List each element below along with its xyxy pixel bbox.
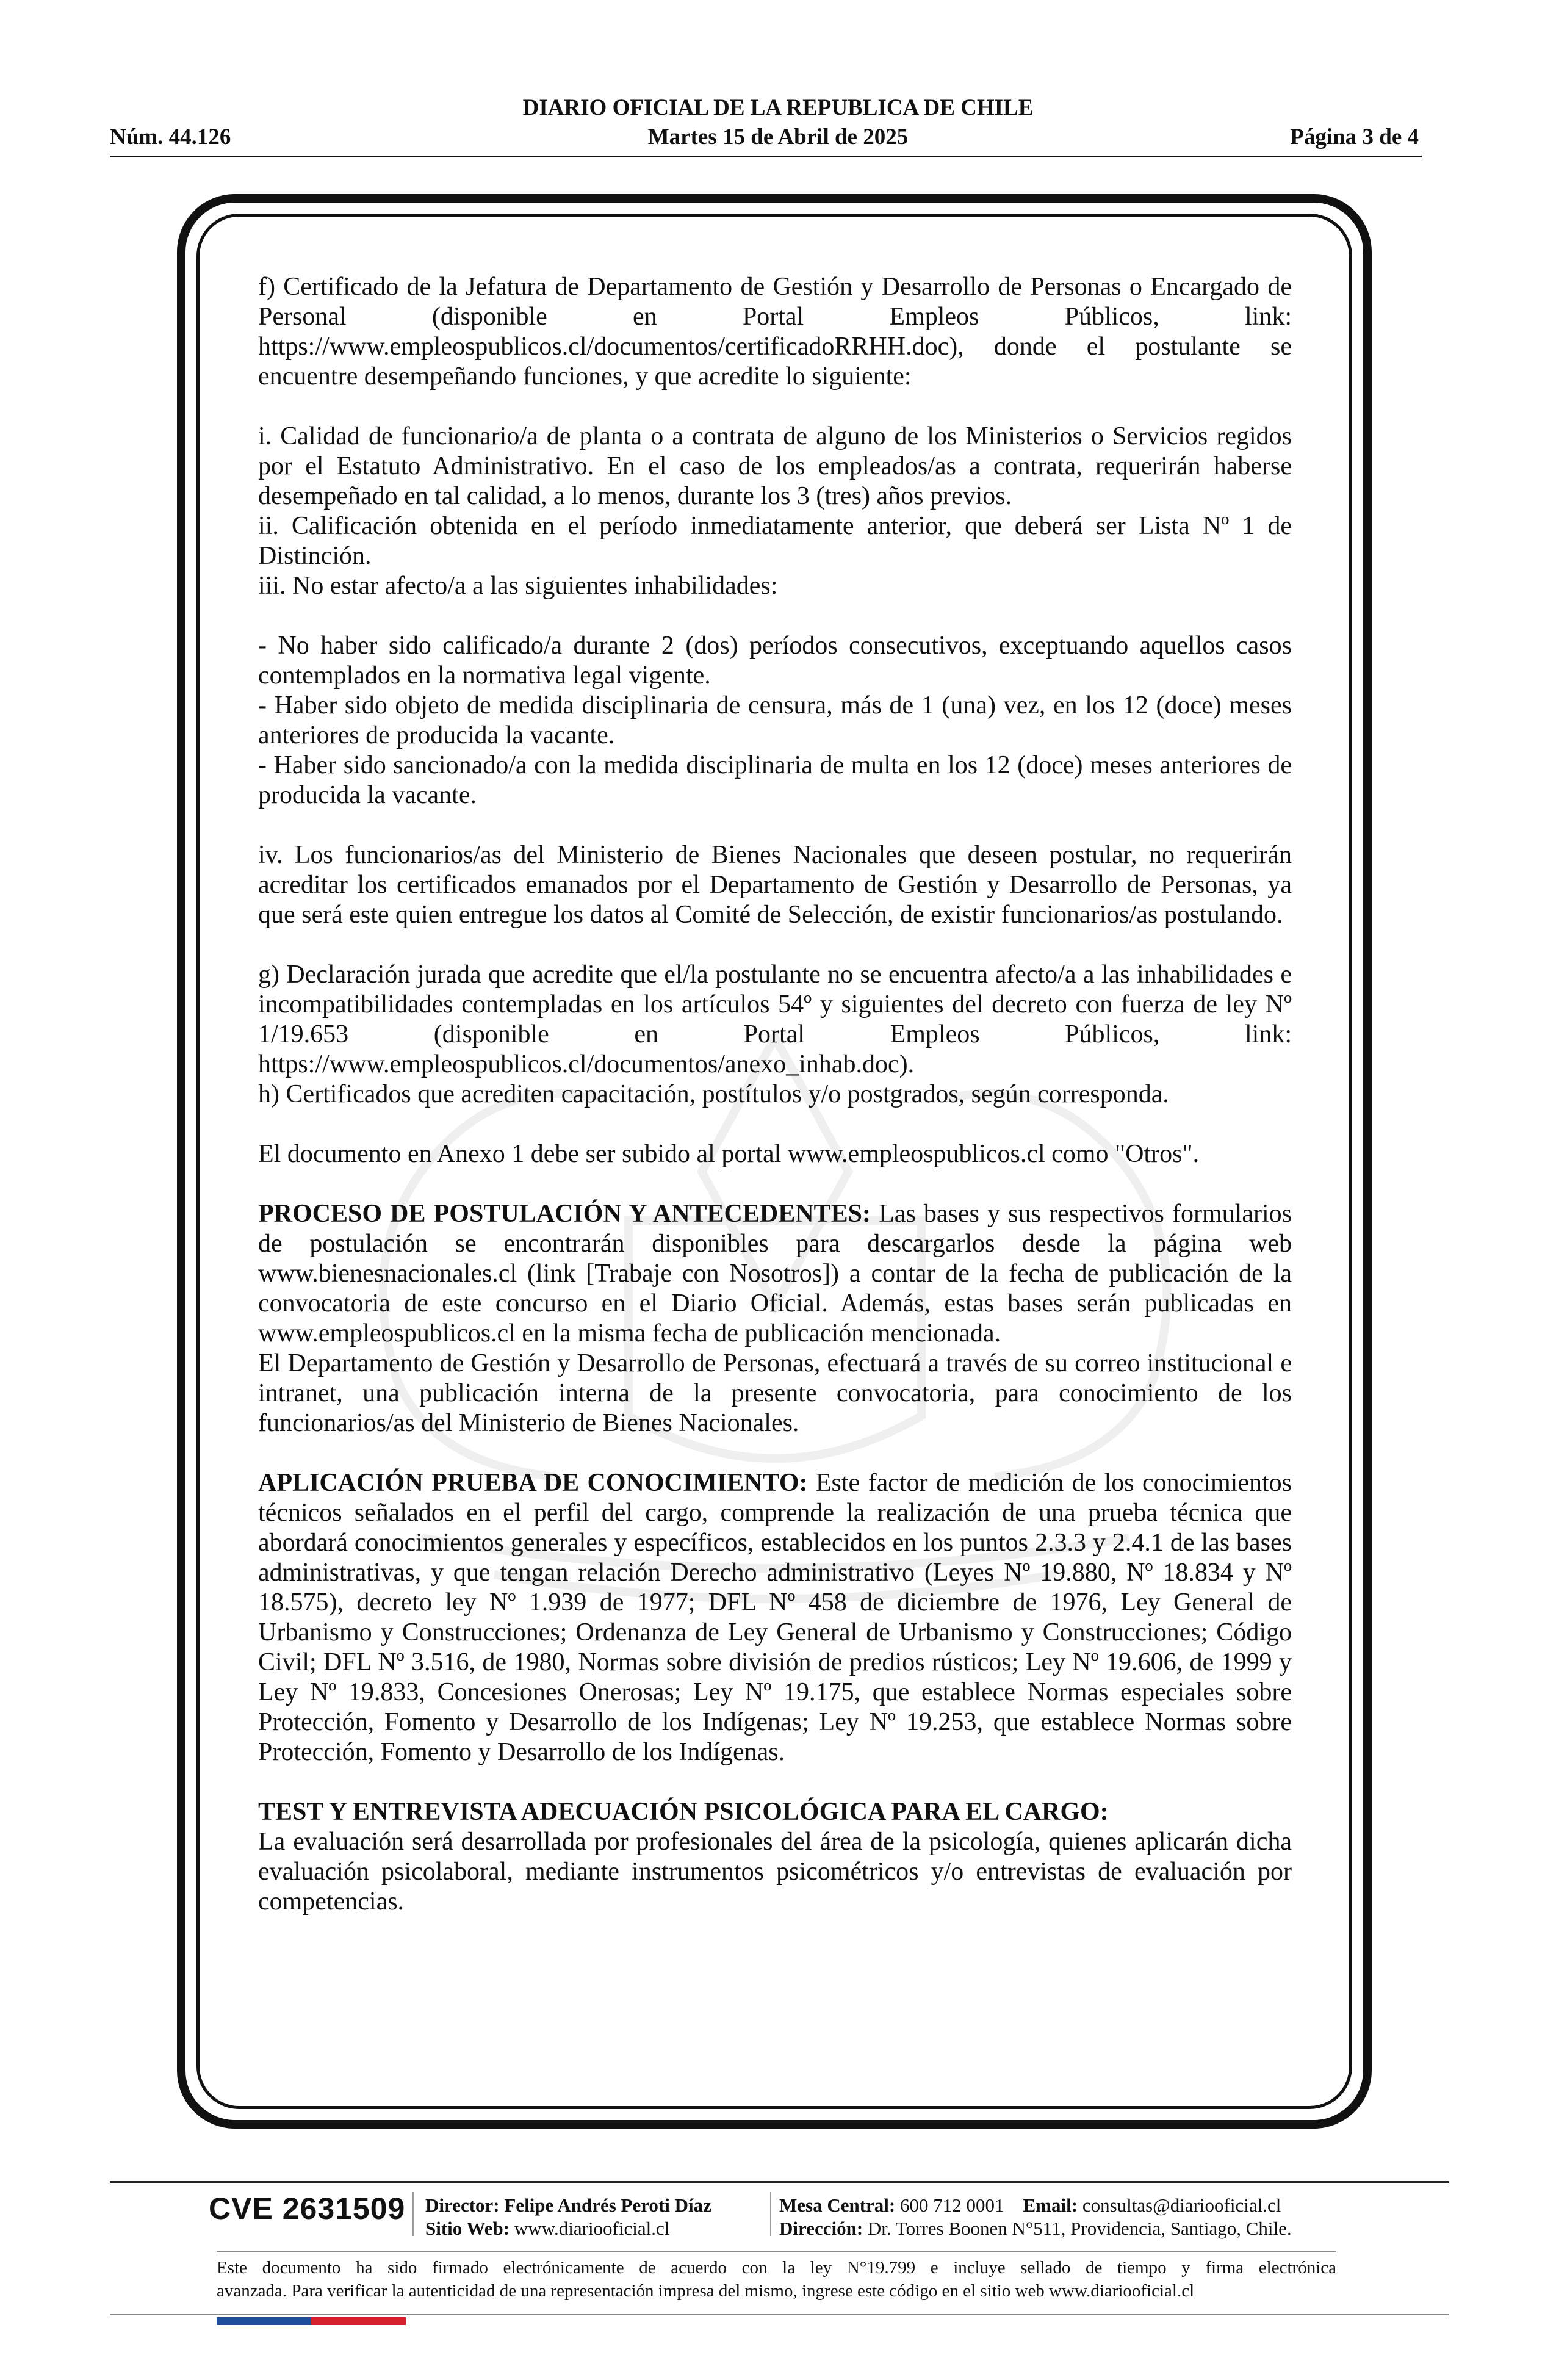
issue-number: Núm. 44.126 — [110, 124, 231, 150]
flag-stripe-red — [311, 2317, 406, 2325]
anexo-note: El documento en Anexo 1 debe ser subido al portal www.empleospublicos.cl como "Otros". — [258, 1140, 1200, 1168]
footer-divider — [110, 2314, 1449, 2315]
legal-line-1: Este documento ha sido firmado electrónicamente de acuerdo con la ley N°19.799 e incluye sellado de tiempo y firma electrónica — [217, 2258, 1336, 2277]
prueba-section — [258, 1468, 1292, 1767]
cve-code: CVE 2631509 — [209, 2191, 406, 2226]
issue-date: Martes 15 de Abril de 2025 — [647, 124, 909, 150]
legal-notice — [217, 2256, 1336, 2302]
header-divider — [110, 156, 1422, 157]
test-heading: TEST Y ENTREVISTA ADECUACIÓN PSICOLÓGICA PARA EL CARGO: — [258, 1798, 1109, 1826]
footer-divider — [110, 2181, 1449, 2183]
proceso-text-2: El Departamento de Gestión y Desarrollo de Personas, efectuará a través de su correo institucional e intranet, una publicación interna de la presente convocatoria, para conocimiento de los funcionarios/as del Ministerio de Bienes Nacionales. — [258, 1349, 1292, 1437]
prueba-heading: APLICACIÓN PRUEBA DE CONOCIMIENTO: — [258, 1469, 808, 1497]
web-link[interactable]: www.diariooficial.cl — [514, 2218, 670, 2239]
proceso-text: Las bases y sus respectivos formularios de postulación se encontrarán disponibles para descargarlos desde la página web www.bienesnacionales.cl (link [Trabaje con Nosotros]) a contar de la fecha de publicación de la convocatoria de este concurso en el Diario Oficial. Además, estas bases serán publicadas en www.empleospublicos.cl en la misma fecha de publicación mencionada. — [258, 1200, 1292, 1347]
direccion-label: Dirección: — [779, 2218, 863, 2239]
footer-contact-right — [779, 2194, 1292, 2240]
test-text: La evaluación será desarrollada por profesionales del área de la psicología, quienes aplicarán dicha evaluación psicolaboral, mediante instrumentos psicométricos y/o entrevistas de evaluación por competencias. — [258, 1828, 1292, 1916]
disqualification-1: - No haber sido calificado/a durante 2 (dos) períodos consecutivos, exceptuando aquellos casos contemplados en la normativa legal vigente. — [258, 632, 1292, 690]
footer-contact-left — [425, 2194, 711, 2240]
proceso-heading: PROCESO DE POSTULACIÓN Y ANTECEDENTES: — [258, 1200, 871, 1228]
item-iii: iii. No estar afecto/a a las siguientes inhabilidades: — [258, 572, 778, 600]
legal-line-2: avanzada. Para verificar la autenticidad de una representación impresa del mismo, ingrese este código en el sitio web www.diariooficial.cl — [217, 2281, 1195, 2301]
disqualification-3: - Haber sido sancionado/a con la medida disciplinaria de multa en los 12 (doce) meses anteriores de producida la vacante. — [258, 751, 1292, 809]
director-label: Director: — [425, 2194, 500, 2216]
flag-stripe-blue — [217, 2317, 311, 2325]
item-f: f) Certificado de la Jefatura de Departamento de Gestión y Desarrollo de Personas o Encargado de Personal (disponible en Portal Empleos Públicos, link: https://www.empleospublicos.cl/documentos/certificadoRRHH.doc), donde el postulante se encuentre desempeñando funciones, y que acredite lo siguiente: — [258, 273, 1292, 391]
mesa-value: 600 712 0001 — [900, 2194, 1004, 2216]
email-link[interactable]: consultas@diariooficial.cl — [1082, 2194, 1281, 2216]
director-name: Felipe Andrés Peroti Díaz — [504, 2194, 711, 2216]
footer-separator — [770, 2192, 771, 2236]
item-h: h) Certificados que acrediten capacitación, postítulos y/o postgrados, según corresponda. — [258, 1080, 1169, 1108]
mesa-label: Mesa Central: — [779, 2194, 896, 2216]
email-label: Email: — [1023, 2194, 1078, 2216]
item-iv: iv. Los funcionarios/as del Ministerio de Bienes Nacionales que deseen postular, no requerirán acreditar los certificados emanados por el Departamento de Gestión y Desarrollo de Personas, ya que será este quien entregue los datos al Comité de Selección, de existir funcionarios/as postulando. — [258, 841, 1292, 929]
web-label: Sitio Web: — [425, 2218, 510, 2239]
page-indicator: Página 3 de 4 — [1290, 124, 1419, 150]
footer-separator — [412, 2192, 414, 2236]
direccion-value: Dr. Torres Boonen N°511, Providencia, Santiago, Chile. — [867, 2218, 1292, 2239]
footer-divider — [217, 2251, 1336, 2252]
item-i: i. Calidad de funcionario/a de planta o a contrata de alguno de los Ministerios o Servicios regidos por el Estatuto Administrativo. En el caso de los empleados/as a contrata, requerirán haberse desempeñado en tal calidad, a lo menos, durante los 3 (tres) años previos. — [258, 422, 1292, 510]
disqualification-2: - Haber sido objeto de medida disciplinaria de censura, más de 1 (una) vez, en los 12 (doce) meses anteriores de producida la vacante. — [258, 691, 1292, 749]
proceso-section — [258, 1199, 1292, 1349]
prueba-text: Este factor de medición de los conocimientos técnicos señalados en el perfil del cargo, comprende la realización de una prueba técnica que abordará conocimientos generales y específicos, establecidos en los puntos 2.3.3 y 2.4.1 de las bases administrativas, y que tengan relación Derecho administrativo (Leyes Nº 19.880, Nº 18.834 y Nº 18.575), decreto ley Nº 1.939 de 1977; DFL Nº 458 de diciembre de 1976, Ley General de Urbanismo y Construcciones; Ordenanza de Ley General de Urbanismo y Construcciones; Código Civil; DFL Nº 3.516, de 1980, Normas sobre división de predios rústicos; Ley Nº 19.606, de 1999 y Ley Nº 19.833, Concesiones Onerosas; Ley Nº 19.175, que establece Normas especiales sobre Protección, Fomento y Desarrollo de los Indígenas; Ley Nº 19.253, que establece Normas sobre Protección, Fomento y Desarrollo de los Indígenas. — [258, 1469, 1292, 1766]
item-ii: ii. Calificación obtenida en el período inmediatamente anterior, que deberá ser Lista Nº 1 de Distinción. — [258, 512, 1292, 570]
newspaper-title: DIARIO OFICIAL DE LA REPUBLICA DE CHILE — [522, 95, 1034, 120]
document-body — [258, 272, 1292, 1917]
item-g: g) Declaración jurada que acredite que el/la postulante no se encuentra afecto/a a las inhabilidades e incompatibilidades contempladas en los artículos 54º y siguientes del decreto con fuerza de ley Nº 1/19.653 (disponible en Portal Empleos Públicos, link: https://www.empleospublicos.cl/documentos/anexo_inhab.doc). — [258, 961, 1292, 1078]
